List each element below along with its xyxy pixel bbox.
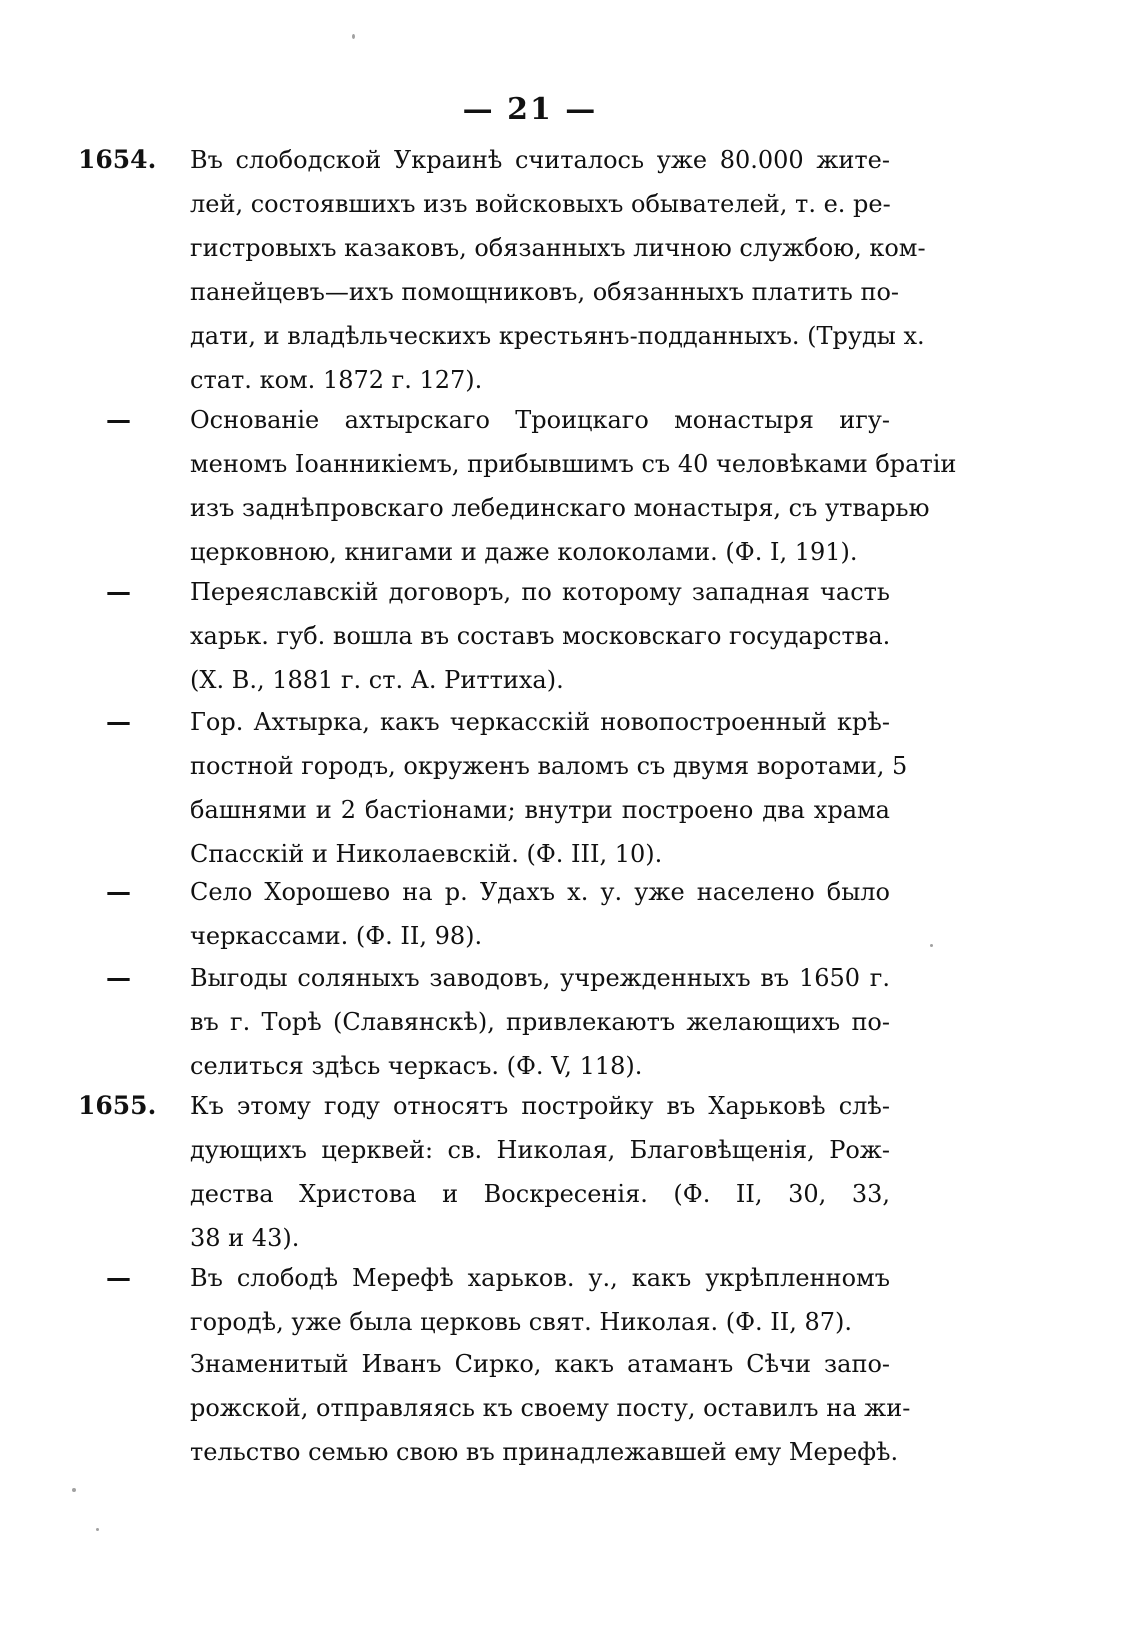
entry-text	[190, 956, 890, 1088]
text-line: дати, и владѣльческихъ крестьянъ-подданныхъ. (Труды х.	[190, 322, 925, 350]
entry-text	[190, 700, 908, 876]
page-number: — 21 —	[462, 92, 598, 127]
entry-dash: —	[106, 707, 131, 736]
entry-dash: —	[106, 405, 131, 434]
text-line: Знаменитый Иванъ Сирко, какъ атаманъ Сѣчи запо-	[190, 1350, 890, 1378]
text-line: башнями и 2 бастіонами; внутри построено два храма	[190, 796, 890, 824]
entry-text	[190, 870, 890, 958]
scan-speck	[96, 1528, 99, 1531]
text-line: городѣ, уже была церковь свят. Николая. (Ф. II, 87).	[190, 1308, 853, 1336]
entry-dash: —	[106, 1263, 131, 1292]
entry-text	[190, 398, 957, 574]
text-line: постной городъ, окруженъ валомъ съ двумя воротами, 5	[190, 752, 908, 780]
text-line: панейцевъ—ихъ помощниковъ, обязанныхъ платить по-	[190, 278, 900, 306]
text-line: Въ слободѣ Мерефѣ харьков. у., какъ укрѣпленномъ	[190, 1264, 890, 1292]
entry-text	[190, 1256, 890, 1344]
scan-speck	[930, 944, 933, 947]
text-line: Въ слободской Украинѣ считалось уже 80.000 жите-	[190, 146, 890, 174]
text-line: Основаніе ахтырскаго Троицкаго монастыря игу-	[190, 406, 890, 434]
entry-text	[190, 138, 926, 402]
entry-text	[190, 1342, 911, 1474]
entry-text	[190, 570, 890, 702]
text-line: гистровыхъ казаковъ, обязанныхъ личною службою, ком-	[190, 234, 926, 262]
entry-dash: —	[106, 577, 131, 606]
text-line: харьк. губ. вошла въ составъ московскаго государства.	[190, 622, 891, 650]
text-line: изъ заднѣпровскаго лебединскаго монастыря, съ утварью	[190, 494, 930, 522]
text-line: въ г. Торѣ (Славянскѣ), привлекаютъ желающихъ по-	[190, 1008, 890, 1036]
text-line: Къ этому году относятъ постройку въ Харьковѣ слѣ-	[190, 1092, 890, 1120]
text-line: тельство семью свою въ принадлежавшей ему Мерефѣ.	[190, 1438, 899, 1466]
text-line: Спасскій и Николаевскій. (Ф. III, 10).	[190, 840, 663, 868]
text-line: Выгоды соляныхъ заводовъ, учрежденныхъ въ 1650 г.	[190, 964, 890, 992]
text-line: меномъ Іоанникіемъ, прибывшимъ съ 40 человѣками братіи	[190, 450, 957, 478]
text-line: Село Хорошево на р. Удахъ х. у. уже населено было	[190, 878, 890, 906]
text-line: селиться здѣсь черкасъ. (Ф. V, 118).	[190, 1052, 643, 1080]
scan-speck	[352, 34, 355, 39]
entry-year: 1654.	[78, 145, 157, 174]
text-line: черкассами. (Ф. II, 98).	[190, 922, 483, 950]
entry-dash: —	[106, 963, 131, 992]
text-line: Гор. Ахтырка, какъ черкасскій новопостроенный крѣ-	[190, 708, 890, 736]
text-line: рожской, отправляясь къ своему посту, оставилъ на жи-	[190, 1394, 911, 1422]
text-line: 38 и 43).	[190, 1224, 300, 1252]
text-line: дующихъ церквей: св. Николая, Благовѣщенія, Рож-	[190, 1136, 890, 1164]
entry-text	[190, 1084, 890, 1260]
text-line: (Х. В., 1881 г. ст. А. Риттиха).	[190, 666, 564, 694]
text-line: дества Христова и Воскресенія. (Ф. II, 30, 33,	[190, 1180, 890, 1208]
text-line: Переяславскій договоръ, по которому западная часть	[190, 578, 890, 606]
entry-year: 1655.	[78, 1091, 157, 1120]
text-line: церковною, книгами и даже колоколами. (Ф. I, 191).	[190, 538, 858, 566]
text-line: лей, состоявшихъ изъ войсковыхъ обывателей, т. е. ре-	[190, 190, 891, 218]
text-line: стат. ком. 1872 г. 127).	[190, 366, 483, 394]
entry-dash: —	[106, 877, 131, 906]
scan-speck	[72, 1488, 76, 1492]
